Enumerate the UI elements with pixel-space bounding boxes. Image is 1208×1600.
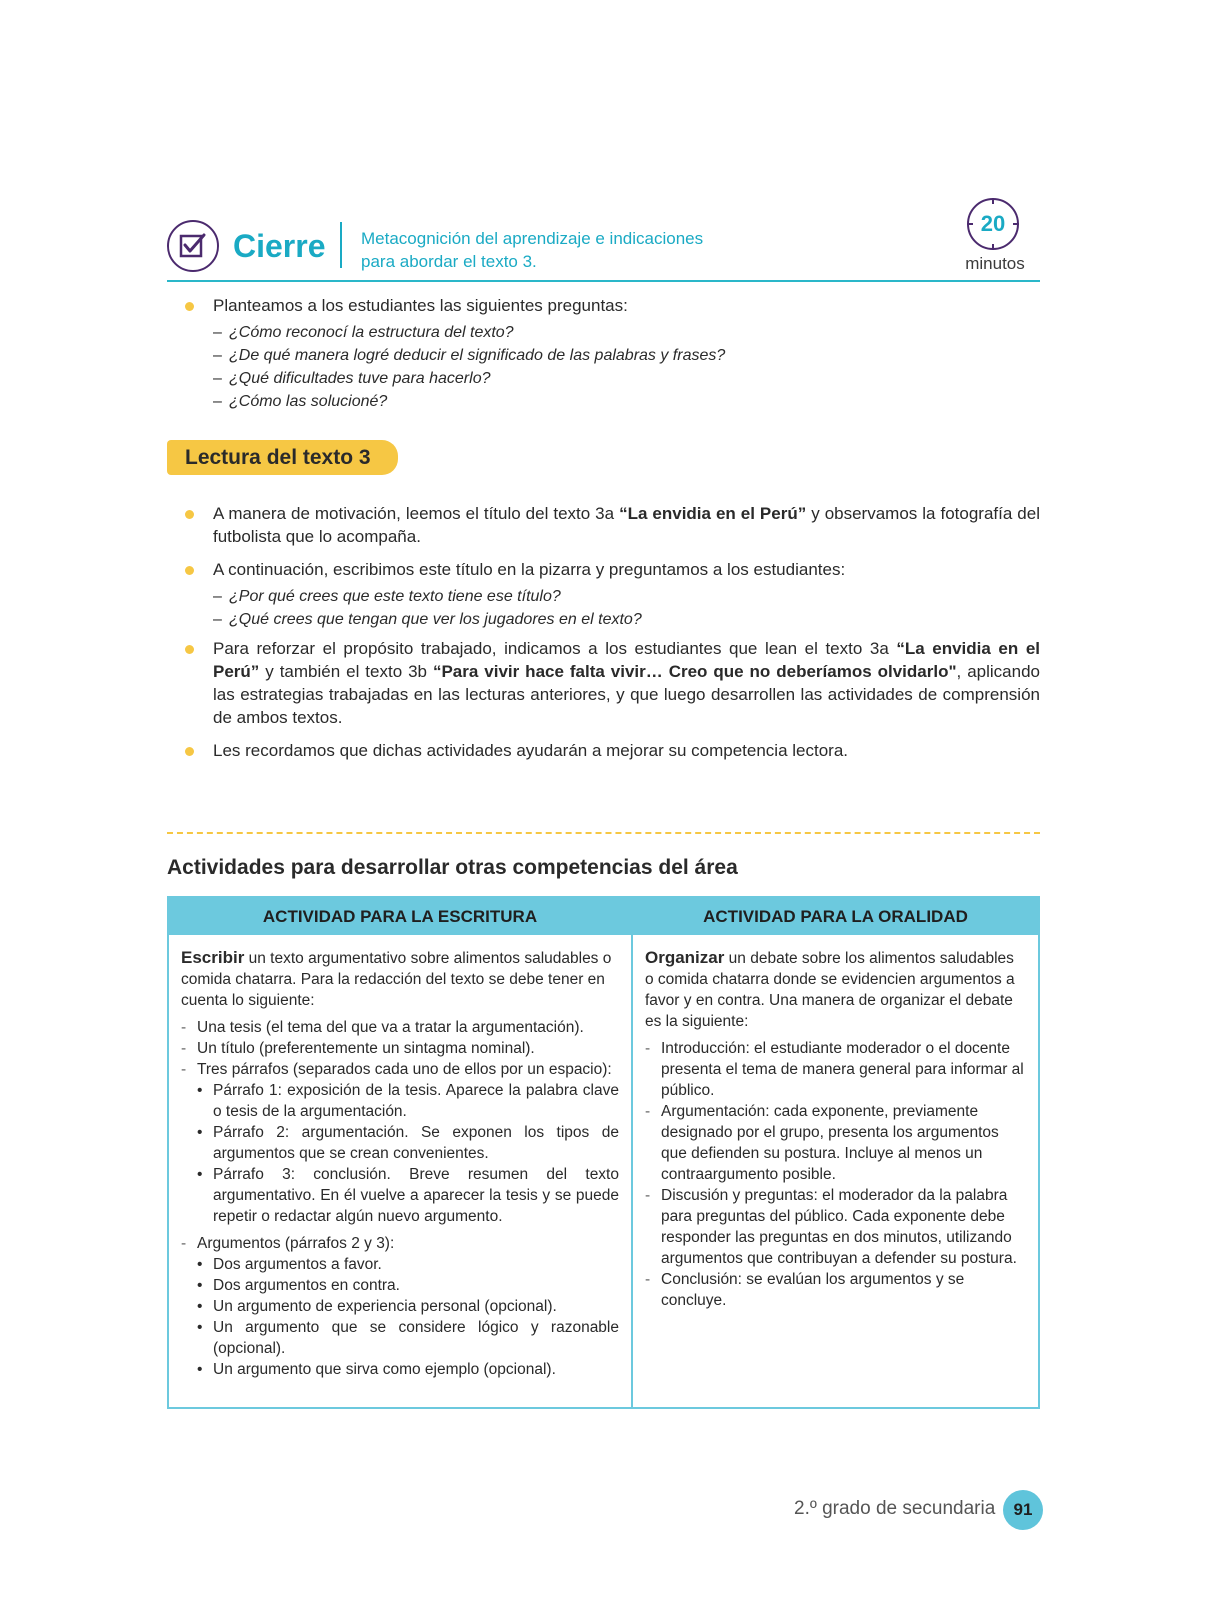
timer-icon (967, 198, 1019, 250)
speaking-column (631, 898, 1038, 1407)
lectura-list (185, 502, 1040, 762)
writing-column (169, 898, 631, 1407)
text-segment: A continuación, escribimos este título en la pizarra y preguntamos a los estudiantes: (213, 560, 846, 579)
text-segment: , aplicando las estrategias trabajadas en las lecturas anteriores, y que luego desarrollen las actividades de comprensión de ambos textos. (213, 662, 1040, 727)
bold-title: “Para vivir hace falta vivir… Creo que no deberíamos olvidarlo" (432, 662, 957, 681)
speaking-body (633, 935, 1038, 1311)
sub-item: • Un argumento que se considere lógico y razonable (opcional). (181, 1317, 619, 1359)
text-segment: Para reforzar el propósito trabajado, indicamos a los estudiantes que lean el texto 3a (213, 639, 897, 658)
bold-title: “La envidia en el Perú” (213, 639, 1040, 681)
subtitle-line-2: para abordar el texto 3. (361, 252, 537, 271)
question-item: – ¿Cómo reconocí la estructura del texto? (213, 321, 1040, 344)
intro-verb: Organizar (645, 948, 725, 967)
activities-heading: Actividades para desarrollar otras competencias del área (167, 856, 738, 879)
question-list (213, 321, 1040, 413)
footer-grade: 2.º grado de secundaria (794, 1498, 996, 1519)
writing-header: ACTIVIDAD PARA LA ESCRITURA (169, 898, 631, 935)
list-item: - Conclusión: se evalúan los argumentos y se concluye. (645, 1269, 1026, 1311)
writing-intro (181, 947, 619, 1011)
question-list (213, 585, 1040, 631)
text-segment: un texto argumentativo sobre alimentos saludables o comida chatarra. Para la redacción del texto se debe tener en cuenta lo siguiente: (181, 950, 612, 1009)
text-segment: A manera de motivación, leemos el título del texto 3a (213, 504, 620, 523)
text-segment: y observamos la fotografía del futbolista que lo acompaña. (213, 504, 1040, 546)
cierre-intro: Planteamos a los estudiantes las siguientes preguntas: (213, 296, 628, 315)
bullet-icon (185, 302, 194, 311)
text-segment: un debate sobre los alimentos saludables o comida chatarra donde se evidencien argumentos a favor y en contra. Una manera de organizar el debate es la siguiente: (645, 950, 1015, 1030)
list-item: - Un título (preferentemente un sintagma nominal). (181, 1038, 619, 1059)
sub-item: • Párrafo 3: conclusión. Breve resumen del texto argumentativo. En él vuelve a aparecer la tesis y se puede repetir o redactar algún nuevo argumento. (181, 1164, 619, 1227)
section-header (167, 192, 1040, 282)
bold-title: “La envidia en el Perú” (619, 504, 807, 523)
speaking-intro (645, 947, 1026, 1032)
cierre-list (185, 294, 1040, 413)
section-tag: Lectura del texto 3 (167, 440, 398, 475)
sub-item: • Un argumento que sirva como ejemplo (opcional). (181, 1359, 619, 1380)
question-item: – ¿Qué dificultades tuve para hacerlo? (213, 367, 1040, 390)
list-item (185, 502, 1040, 548)
bullet-icon (185, 747, 194, 756)
speaking-header: ACTIVIDAD PARA LA ORALIDAD (633, 898, 1038, 935)
bullet-icon (185, 510, 194, 519)
question-item: – ¿Qué crees que tengan que ver los jugadores en el texto? (213, 608, 1040, 631)
sub-item: • Dos argumentos a favor. (181, 1254, 619, 1275)
timer-unit: minutos (965, 254, 1025, 273)
section-title: Cierre (233, 228, 326, 264)
text-segment: y también el texto 3b (259, 662, 433, 681)
header-divider (340, 222, 342, 268)
list-item (185, 294, 1040, 413)
sub-item: • Un argumento de experiencia personal (opcional). (181, 1296, 619, 1317)
page-number: 91 (1003, 1490, 1043, 1530)
writing-body (169, 935, 631, 1380)
sub-item: • Párrafo 2: argumentación. Se exponen los tipos de argumentos que se crean convenientes. (181, 1122, 619, 1164)
text-segment: Les recordamos que dichas actividades ayudarán a mejorar su competencia lectora. (213, 741, 849, 760)
list-item: - Una tesis (el tema del que va a tratar la argumentación). (181, 1017, 619, 1038)
list-item (185, 739, 1040, 762)
question-item: – ¿Por qué crees que este texto tiene ese título? (213, 585, 1040, 608)
subtitle-line-1: Metacognición del aprendizaje e indicaciones (361, 229, 704, 248)
bullet-icon (185, 645, 194, 654)
timer-value: 20 (980, 211, 1006, 236)
list-item: - Introducción: el estudiante moderador o el docente presenta el tema de manera general para informar al público. (645, 1038, 1026, 1101)
sub-item: • Párrafo 1: exposición de la tesis. Aparece la palabra clave o tesis de la argumentación. (181, 1080, 619, 1122)
activities-table (167, 896, 1040, 1409)
section-subtitle (361, 227, 781, 273)
list-item (185, 637, 1040, 729)
intro-verb: Escribir (181, 948, 245, 967)
list-item: - Argumentación: cada exponente, previamente designado por el grupo, presenta los argumentos que defienden su postura. Incluye al menos un contraargumento posible. (645, 1101, 1026, 1185)
list-item: - Argumentos (párrafos 2 y 3): (181, 1233, 619, 1254)
question-item: – ¿Cómo las solucioné? (213, 390, 1040, 413)
list-item: - Tres párrafos (separados cada uno de ellos por un espacio): (181, 1059, 619, 1080)
sub-item: • Dos argumentos en contra. (181, 1275, 619, 1296)
dashed-divider (167, 832, 1040, 834)
checkbox-icon (167, 220, 219, 272)
list-item (185, 558, 1040, 631)
question-item: – ¿De qué manera logré deducir el significado de las palabras y frases? (213, 344, 1040, 367)
list-item: - Discusión y preguntas: el moderador da la palabra para preguntas del público. Cada exponente debe responder las preguntas en dos minutos, utilizando argumentos que contribuyan a defender su postura. (645, 1185, 1026, 1269)
bullet-icon (185, 566, 194, 575)
